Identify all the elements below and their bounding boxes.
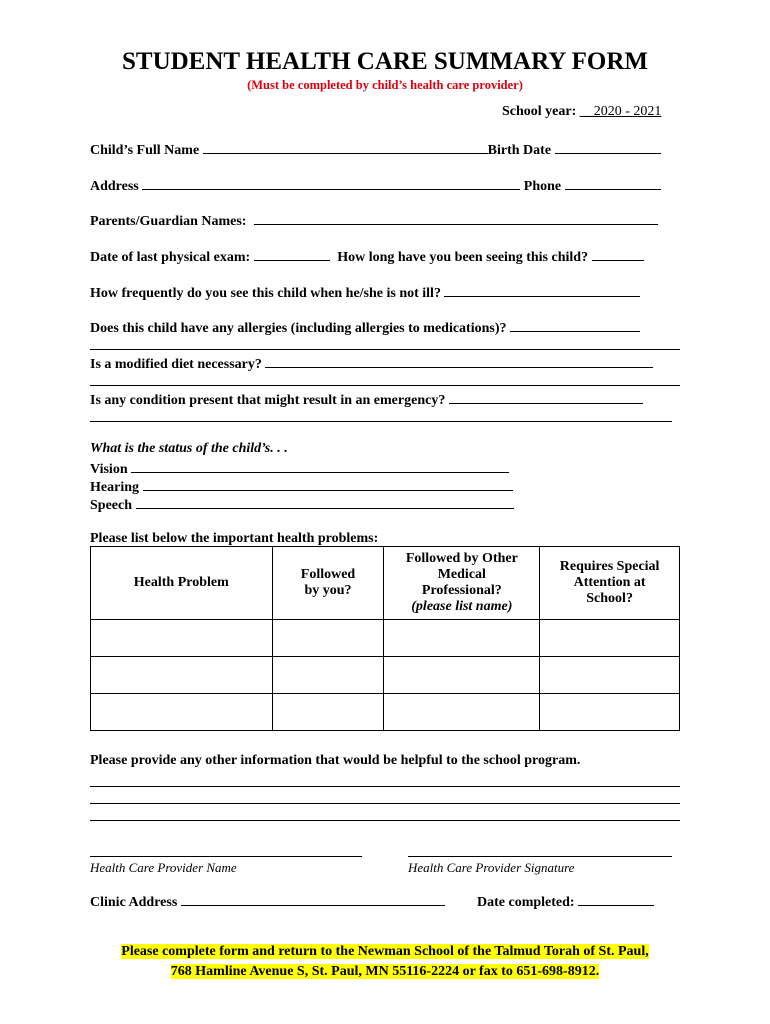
physical-row [90, 247, 644, 266]
requires-special-header: Requires Special Attention at School? [540, 547, 680, 620]
other-info-line-1[interactable] [90, 786, 680, 787]
school-year-row [502, 104, 661, 120]
emergency-field[interactable] [449, 390, 643, 404]
diet-extra-line[interactable] [90, 385, 680, 386]
footer-line-1: Please complete form and return to the Newman School of the Talmud Torah of St. Paul, [121, 944, 649, 959]
phone-label: Phone [523, 179, 562, 194]
clinic-address-row [90, 892, 445, 911]
allergies-field[interactable] [510, 318, 640, 332]
address-label: Address [90, 179, 139, 194]
date-completed-row [477, 892, 654, 911]
clinic-address-label: Clinic Address [90, 895, 178, 910]
table-cell[interactable] [91, 657, 273, 694]
provider-signature-line[interactable] [408, 856, 672, 857]
frequency-row [90, 283, 640, 302]
table-row [91, 657, 680, 694]
parents-label: Parents/Guardian Names: [90, 214, 247, 229]
date-completed-label: Date completed: [477, 895, 575, 910]
hearing-row [90, 477, 513, 496]
table-cell[interactable] [272, 620, 384, 657]
last-physical-label: Date of last physical exam: [90, 250, 251, 265]
table-row [91, 620, 680, 657]
diet-label: Is a modified diet necessary? [90, 357, 262, 372]
table-cell[interactable] [540, 620, 680, 657]
table-cell[interactable] [540, 657, 680, 694]
return-instructions [0, 942, 770, 982]
table-cell[interactable] [272, 694, 384, 731]
diet-row [90, 354, 653, 373]
child-name-row [90, 140, 661, 159]
table-cell[interactable] [384, 694, 540, 731]
footer-line-2: 768 Hamline Avenue S, St. Paul, MN 55116-2224 or fax to 651-698-8912. [170, 964, 600, 979]
speech-row [90, 495, 514, 514]
table-cell[interactable] [91, 694, 273, 731]
provider-name-line[interactable] [90, 856, 362, 857]
health-problem-header: Health Problem [91, 547, 273, 620]
emergency-label: Is any condition present that might result in an emergency? [90, 393, 446, 408]
speech-field[interactable] [136, 495, 514, 509]
how-long-field[interactable] [592, 247, 644, 261]
allergies-row [90, 318, 640, 337]
child-name-field[interactable] [203, 140, 488, 154]
table-cell[interactable] [91, 620, 273, 657]
address-row [90, 176, 661, 195]
provider-name-label: Health Care Provider Name [90, 860, 237, 875]
vision-label: Vision [90, 462, 128, 477]
diet-field[interactable] [265, 354, 653, 368]
table-cell[interactable] [384, 657, 540, 694]
vision-field[interactable] [131, 459, 509, 473]
form-title: STUDENT HEALTH CARE SUMMARY FORM [121, 48, 649, 75]
health-problems-table [90, 546, 680, 731]
followed-other-header: Followed by Other Medical Professional? (please list name) [384, 547, 540, 620]
speech-label: Speech [90, 498, 132, 513]
form-subtitle: (Must be completed by child’s health care provider) [247, 78, 523, 92]
child-name-label: Child’s Full Name [90, 143, 200, 158]
table-cell[interactable] [272, 657, 384, 694]
date-completed-field[interactable] [578, 892, 654, 906]
allergies-label: Does this child have any allergies (including allergies to medications)? [90, 321, 507, 336]
emergency-row [90, 390, 643, 409]
how-frequently-field[interactable] [444, 283, 640, 297]
table-header-row [91, 547, 680, 620]
table-cell[interactable] [384, 620, 540, 657]
parents-field[interactable] [254, 211, 658, 225]
emergency-extra-line[interactable] [90, 421, 672, 422]
allergies-extra-line[interactable] [90, 349, 680, 350]
problems-heading: Please list below the important health problems: [90, 531, 379, 546]
school-year-value[interactable]: __2020 - 2021 [579, 104, 662, 119]
how-long-label: How long have you been seeing this child? [337, 250, 589, 265]
followed-by-you-header: Followed by you? [272, 547, 384, 620]
vision-row [90, 459, 509, 478]
other-info-label: Please provide any other information that would be helpful to the school program. [90, 753, 581, 768]
birth-date-label: Birth Date [487, 143, 552, 158]
status-heading: What is the status of the child’s. . . [90, 441, 288, 456]
other-info-line-3[interactable] [90, 820, 680, 821]
table-cell[interactable] [540, 694, 680, 731]
school-year-label: School year: [502, 104, 577, 119]
last-physical-field[interactable] [254, 247, 330, 261]
other-info-line-2[interactable] [90, 803, 680, 804]
how-frequently-label: How frequently do you see this child when he/she is not ill? [90, 286, 441, 301]
provider-signature-label: Health Care Provider Signature [408, 860, 575, 875]
address-field[interactable] [142, 176, 520, 190]
table-row [91, 694, 680, 731]
clinic-address-field[interactable] [181, 892, 445, 906]
parents-row [90, 211, 658, 230]
phone-field[interactable] [565, 176, 661, 190]
birth-date-field[interactable] [555, 140, 661, 154]
hearing-label: Hearing [90, 480, 139, 495]
hearing-field[interactable] [143, 477, 513, 491]
